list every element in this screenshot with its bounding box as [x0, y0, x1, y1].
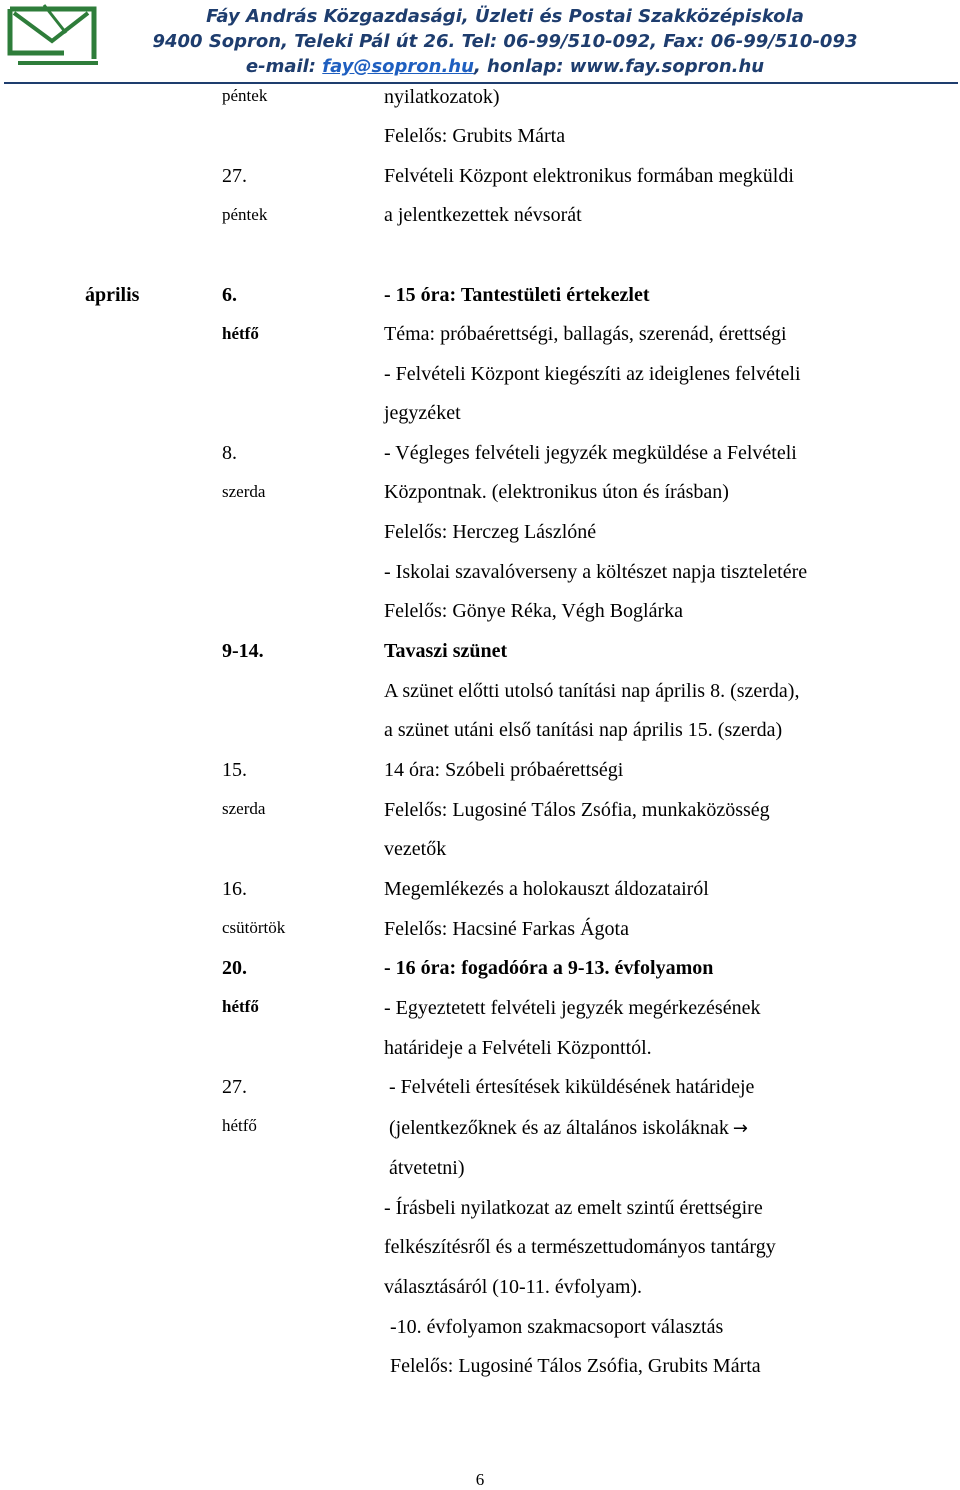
- schedule-text: - Végleges felvételi jegyzék megküldése a Felvételi: [384, 442, 797, 464]
- schedule-text: - 16 óra: fogadóóra a 9-13. évfolyamon: [384, 957, 714, 979]
- right-arrow-icon: →: [732, 1118, 748, 1139]
- email-link[interactable]: fay@sopron.hu: [322, 56, 474, 77]
- day-number: 6.: [222, 284, 237, 306]
- schedule-text: Felelős: Gönye Réka, Végh Boglárka: [384, 600, 684, 622]
- schedule-text: felkészítésről és a természettudományos tantárgy: [384, 1236, 776, 1258]
- email-label: e-mail:: [245, 56, 323, 77]
- schedule-text: átvetetni): [389, 1157, 465, 1179]
- schedule-text: Központnak. (elektronikus úton és írásban): [384, 481, 729, 503]
- schedule-text: Felvételi Központ elektronikus formában megküldi: [384, 165, 794, 187]
- day-of-week: csütörtök: [222, 918, 286, 937]
- schedule-text-line: [389, 1117, 748, 1140]
- school-address: 9400 Sopron, Teleki Pál út 26. Tel: 06-99/510-092, Fax: 06-99/510-093: [152, 31, 858, 52]
- day-number: 16.: [222, 878, 247, 900]
- contact-line: [150, 54, 860, 79]
- day-of-week: szerda: [222, 799, 266, 818]
- schedule-text: Megemlékezés a holokauszt áldozatairól: [384, 878, 709, 900]
- day-of-week: hétfő: [222, 324, 259, 343]
- day-number: 27.: [222, 165, 247, 187]
- day-number: 20.: [222, 957, 247, 979]
- schedule-text: - Egyeztetett felvételi jegyzék megérkezésének: [384, 997, 761, 1019]
- header-divider: [4, 82, 958, 84]
- schedule-text: Felelős: Grubits Márta: [384, 125, 566, 147]
- schedule-text: - Írásbeli nyilatkozat az emelt szintű érettségire: [384, 1197, 763, 1219]
- schedule-text: Felelős: Lugosiné Tálos Zsófia, Grubits Márta: [390, 1355, 761, 1377]
- day-of-week: péntek: [222, 205, 268, 224]
- day-of-week: szerda: [222, 482, 266, 501]
- schedule-text: vezetők: [384, 838, 447, 860]
- schedule-text: - Felvételi értesítések kiküldésének határideje: [389, 1076, 755, 1098]
- letterhead: [150, 4, 860, 79]
- page-number: 6: [475, 1470, 485, 1489]
- schedule-text: határideje a Felvételi Központtól.: [384, 1037, 652, 1059]
- schedule-text: -10. évfolyamon szakmacsoport választás: [390, 1316, 724, 1338]
- schedule-text: - Iskolai szavalóverseny a költészet napja tiszteletére: [384, 561, 808, 583]
- schedule-text: - 15 óra: Tantestületi értekezlet: [384, 284, 650, 306]
- day-of-week: hétfő: [222, 997, 259, 1016]
- school-name: Fáy András Közgazdasági, Üzleti és Postai Szakközépiskola: [206, 6, 804, 27]
- day-number: 27.: [222, 1076, 247, 1098]
- day-of-week: péntek: [222, 86, 268, 105]
- schedule-text: Felelős: Lugosiné Tálos Zsófia, munkaközösség: [384, 799, 770, 821]
- school-logo-icon: [4, 3, 102, 69]
- day-number: 8.: [222, 442, 237, 464]
- day-number: 15.: [222, 759, 247, 781]
- schedule-text: jegyzéket: [384, 402, 461, 424]
- schedule-text: Téma: próbaérettségi, ballagás, szerenád, érettségi: [384, 323, 787, 345]
- schedule-text: 14 óra: Szóbeli próbaérettségi: [384, 759, 624, 781]
- schedule-text: választásáról (10-11. évfolyam).: [384, 1276, 643, 1298]
- schedule-text: nyilatkozatok): [384, 86, 500, 108]
- schedule-text: Felelős: Hacsiné Farkas Ágota: [384, 918, 629, 940]
- homepage-text: , honlap: www.fay.sopron.hu: [473, 56, 765, 77]
- schedule-text: A szünet előtti utolsó tanítási nap április 8. (szerda),: [384, 680, 800, 702]
- schedule-text: (jelentkezőknek és az általános iskoláknak: [389, 1117, 729, 1139]
- schedule-text: - Felvételi Központ kiegészíti az ideiglenes felvételi: [384, 363, 801, 385]
- day-of-week: hétfő: [222, 1116, 257, 1135]
- schedule-text: Felelős: Herczeg Lászlóné: [384, 521, 597, 543]
- day-number: 9-14.: [222, 640, 264, 662]
- schedule-text: a jelentkezettek névsorát: [384, 204, 582, 226]
- schedule-text: a szünet utáni első tanítási nap április 15. (szerda): [384, 719, 783, 741]
- month-label: április: [85, 284, 140, 306]
- schedule-text: Tavaszi szünet: [384, 640, 508, 662]
